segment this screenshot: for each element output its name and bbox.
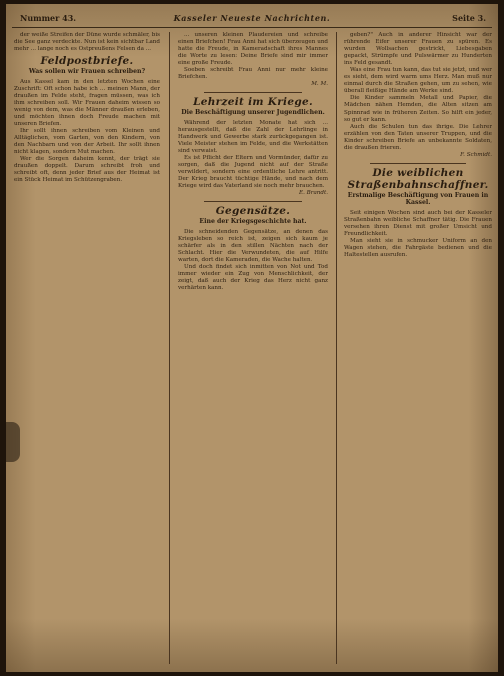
- article-paragraph: Ihr sollt ihnen schreiben vom Kleinen und Alltäglichen, vom Garten, von den Kindern, von den Nachbarn und von der Arbeit. Ihr sollt ihnen nicht klagen, sondern Mut machen.: [14, 127, 160, 156]
- article-continuation: ... unseren kleinen Plaudereien und schreibe einen Briefchen! Frau Anni hat sich überzeugen und hatte die Freude, in Kameradschaft ihres Mannes die Worte zu lesen: Deine Briefe sind mir immer eine große Freude.: [178, 32, 328, 67]
- article-subtitle: Was sollen wir Frauen schreiben?: [28, 68, 146, 76]
- article-title-gegensaetze: Gegensätze.: [215, 205, 291, 218]
- article-subtitle: Die Beschäftigung unserer Jugendlichen.: [181, 109, 325, 117]
- article-paragraph: Während der letzten Monate hat sich ... herausgestellt, daß die Zahl der Lehrlinge in Handwerk und Gewerbe stark zurückgegangen ist. Viele Meister stehen im Felde, und die Werkstätten sind verwaist.: [178, 119, 328, 155]
- article-author: E. Brandt.: [299, 190, 328, 197]
- article-paragraph: Seit einigen Wochen sind auch bei der Kasseler Straßenbahn weibliche Schaffner tätig. Die Frauen versehen ihren Dienst mit großer Umsicht und Freundlichkeit.: [344, 209, 492, 237]
- article-paragraph: Auch die Schulen tun das ihrige. Die Lehrer erzählen von den Taten unserer Truppen, und die Kinder schreiben Briefe an unbekannte Soldaten, die draußen frieren.: [344, 123, 492, 151]
- section-divider: [370, 163, 466, 164]
- page-number: Seite 3.: [452, 13, 486, 23]
- article-paragraph: Die Kinder sammeln Metall und Papier, die Mädchen nähen Hemden, die Alten sitzen am Spinnrad wie in früheren Zeiten. So hilft ein jeder, so gut er kann.: [344, 95, 492, 123]
- article-signature: F. Schmidt.: [460, 151, 492, 158]
- article-paragraph: Man sieht sie in schmucker Uniform an den Wagen stehen, die Fahrgäste bedienen und die Haltestellen ausrufen.: [344, 238, 492, 259]
- section-divider: [204, 92, 302, 93]
- article-paragraph: Die schneidenden Gegensätze, an denen das Kriegsleben so reich ist, zeigen sich kaum je schärfer als in den stillen Nächten nach der Schlacht. Hier die Verwundeten, die auf Hilfe warten, dort die Kameraden, die Wache halten.: [178, 228, 328, 264]
- article-paragraph: Es ist Pflicht der Eltern und Vormünder, dafür zu sorgen, daß die Jugend nicht auf der Straße verwildert, sondern eine ordentliche Lehre antritt. Der Krieg braucht tüchtige Hände, und nach dem Kriege wird das Vaterland sie noch mehr brauchen.: [178, 155, 328, 190]
- article-paragraph: Aus Kassel kam in den letzten Wochen eine Zuschrift: Oft schon habe ich ... meinen Mann, der draußen im Felde steht, fragen müssen, was ich ihm schreiben soll. Wir Frauen daheim wissen so wenig von dem, was die Männer draußen erleben, und möchten ihnen doch Freude machen mit unseren Briefen.: [14, 78, 160, 127]
- column-rule: [336, 32, 337, 664]
- column-3: [344, 32, 492, 666]
- article-title-strassenbahnschaffner: Die weiblichen Straßenbahnschaffner.: [347, 166, 489, 191]
- issue-number: Nummer 43.: [20, 13, 77, 23]
- article-paragraph: Wer die Sorgen daheim kennt, der trägt sie draußen doppelt. Darum schreibt froh und schreibt oft, denn jeder Brief aus der Heimat ist ein Stück Heimat im Schützengraben.: [14, 156, 160, 184]
- column-2: [178, 32, 328, 666]
- article-paragraph: Und doch findet sich inmitten von Not und Tod immer wieder ein Zug von Menschlichkeit, der zeigt, daß auch der Krieg das Herz nicht ganz verhärten kann.: [178, 264, 328, 292]
- page-header: [12, 9, 492, 28]
- article-title-lehrzeit: Lehrzeit im Kriege.: [193, 96, 313, 109]
- article-paragraph: Was eine Frau tun kann, das tut sie jetzt, und wer es sieht, dem wird warm ums Herz. Man muß nur einmal durch die Straßen gehen, um zu sehen, wie überall fleißige Hände am Werke sind.: [344, 67, 492, 95]
- article-subtitle: Erstmalige Beschäftigung von Frauen in Kassel.: [347, 191, 489, 207]
- newspaper-title: Kasseler Neueste Nachrichten.: [173, 13, 331, 23]
- article-title-feldpostbriefe: Feldpostbriefe.: [40, 55, 134, 68]
- article-continuation: der weiße Streifen der Düne wurde schmäler, bis die See ganz verdeckte. Nun ist kein sichtbar Land mehr ... lange noch es Ostpreußens Felsen da ...: [14, 32, 160, 53]
- section-divider: [204, 201, 302, 202]
- column-rule: [169, 32, 170, 664]
- article-subtitle: Eine der Kriegsgeschichte hat.: [199, 218, 307, 226]
- article-closing-line: Soeben schreibt Frau Anni nur mehr kleine Briefchen.: [178, 67, 328, 81]
- article-continuation: geben?" Auch in anderer Hinsicht war der rührende Eifer unserer Frauen zu spüren. Es wurden Wollsachen gestrickt, Liebesgaben gepackt, Strümpfe und Pulswärmer zu Hunderten ins Feld gesandt.: [344, 32, 492, 67]
- paper-damage: [6, 422, 20, 462]
- article-signature: M. M.: [311, 81, 328, 88]
- column-1: [14, 32, 160, 666]
- newspaper-page: [6, 4, 498, 672]
